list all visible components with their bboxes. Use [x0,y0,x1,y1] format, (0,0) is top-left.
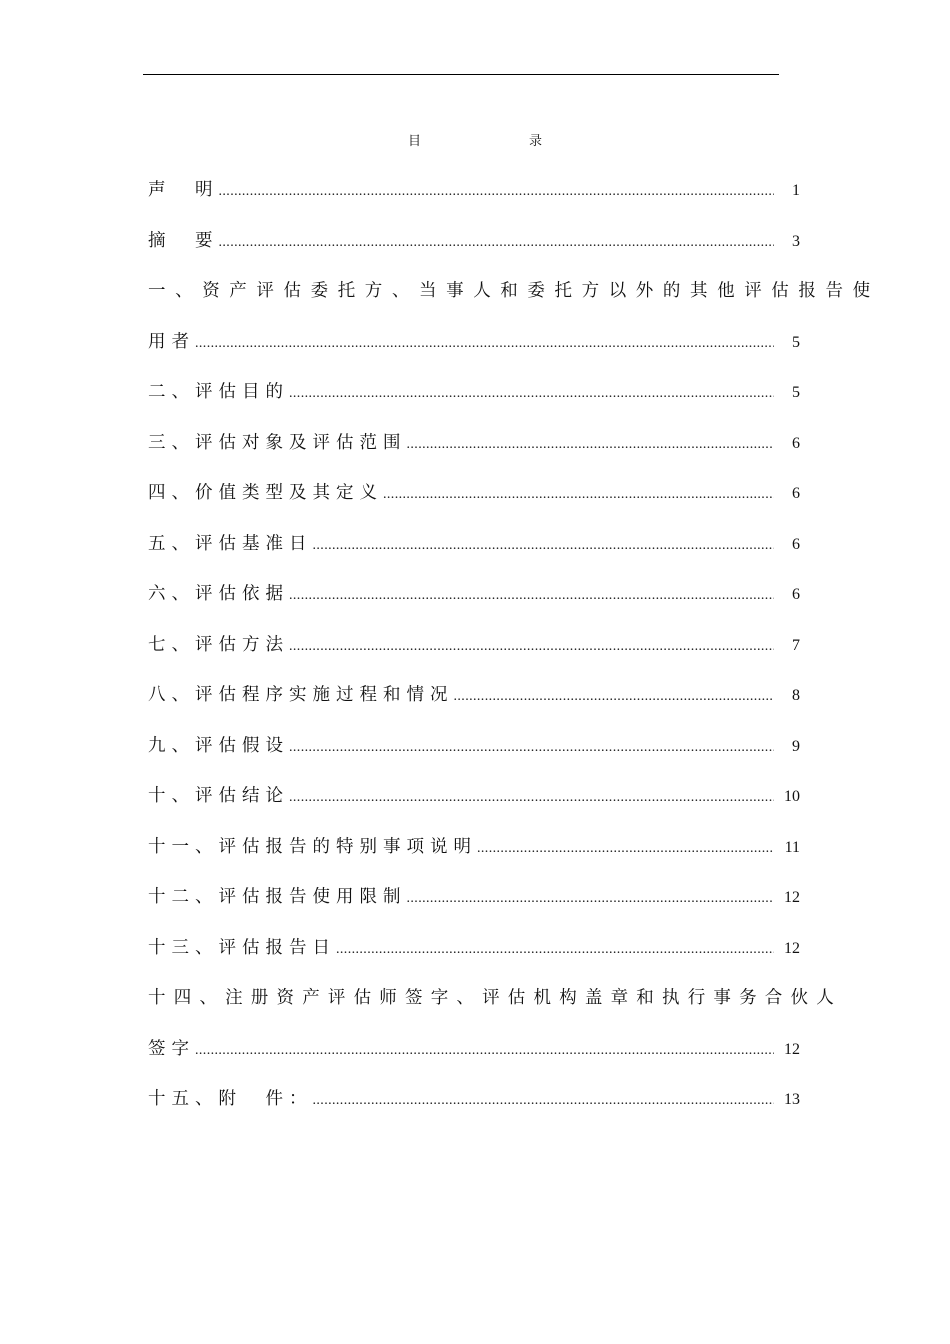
toc-entry-label: 四、价值类型及其定义 [148,483,383,503]
toc-entry-section-1-line-1[interactable] [148,277,880,328]
toc-leader-dots [383,487,774,503]
toc-entry-page: 5 [792,333,800,351]
toc-leader-dots [195,336,774,352]
toc-entry-label: 用者 [148,331,195,352]
toc-entry-section-15[interactable] [148,1085,800,1136]
toc-entry-section-13[interactable] [148,934,800,985]
toc-entry-label: 八、评估程序实施过程和情况 [148,685,454,705]
toc-entry-page: 6 [792,535,800,553]
table-of-contents [148,176,880,1136]
toc-entry-page: 3 [792,232,800,250]
toc-entry-label: 签字 [148,1038,195,1059]
toc-entry-summary[interactable] [148,227,800,278]
toc-entry-section-2[interactable] [148,378,800,429]
toc-title-left: 目 [407,134,421,149]
toc-entry-section-3[interactable] [148,429,800,480]
toc-entry-label: 五、评估基准日 [148,533,313,554]
toc-entry-page: 12 [784,1040,800,1058]
toc-entry-section-4[interactable] [148,479,800,530]
toc-title-right: 录 [529,134,543,149]
toc-entry-page: 12 [784,939,800,957]
toc-entry-page: 10 [784,788,800,805]
toc-entry-page: 1 [792,182,800,199]
toc-leader-dots [407,891,775,907]
toc-entry-section-7[interactable] [148,631,800,682]
toc-entry-label: 十二、评估报告使用限制 [148,887,407,907]
toc-entry-page: 13 [784,1091,800,1108]
toc-entry-label: 七、评估方法 [148,634,289,655]
toc-leader-dots [454,689,775,705]
toc-entry-section-14-line-1[interactable] [148,984,842,1035]
toc-entry-page: 6 [792,586,800,603]
toc-entry-section-12[interactable] [148,883,800,934]
toc-entry-page: 8 [792,687,800,704]
toc-leader-dots [477,841,774,857]
toc-entry-page: 11 [784,838,800,856]
toc-entry-label: 声 明 [148,180,219,200]
toc-entry-section-5[interactable] [148,530,800,581]
toc-entry-page: 5 [792,384,800,401]
toc-leader-dots [219,184,775,200]
toc-entry-page: 7 [792,636,800,654]
toc-leader-dots [313,1093,775,1109]
toc-entry-label: 二、评估目的 [148,382,289,402]
toc-entry-section-14-line-2[interactable] [148,1035,800,1086]
toc-entry-label: 九、评估假设 [148,735,289,756]
toc-entry-page: 12 [784,889,800,906]
toc-entry-label: 三、评估对象及评估范围 [148,432,407,453]
toc-entry-label: 十五、附 件： [148,1089,313,1109]
toc-entry-label: 六、评估依据 [148,584,289,604]
toc-entry-section-6[interactable] [148,580,800,631]
toc-entry-page: 6 [792,485,800,502]
toc-entry-label: 摘 要 [148,230,219,251]
toc-entry-label: 十三、评估报告日 [148,937,336,958]
toc-entry-section-8[interactable] [148,681,800,732]
toc-leader-dots [195,1043,774,1059]
toc-title [0,130,950,149]
toc-entry-label-wrapped: 十四、注册资产评估师签字、评估机构盖章和执行事务合伙人 [148,988,842,1008]
toc-leader-dots [407,437,775,453]
header-rule [143,74,779,75]
toc-entry-page: 6 [792,434,800,452]
toc-entry-label: 十一、评估报告的特别事项说明 [148,836,477,857]
toc-leader-dots [219,235,775,251]
toc-leader-dots [289,639,774,655]
toc-entry-section-11[interactable] [148,833,800,884]
toc-entry-label-wrapped: 一、资产评估委托方、当事人和委托方以外的其他评估报告使 [148,281,880,301]
toc-leader-dots [289,790,774,806]
toc-entry-section-10[interactable] [148,782,800,833]
toc-entry-statement[interactable] [148,176,800,227]
toc-leader-dots [289,588,774,604]
toc-entry-section-1-line-2[interactable] [148,328,800,379]
toc-entry-page: 9 [792,737,800,755]
toc-leader-dots [336,942,774,958]
toc-entry-label: 十、评估结论 [148,786,289,806]
toc-leader-dots [313,538,775,554]
toc-entry-section-9[interactable] [148,732,800,783]
toc-leader-dots [289,740,774,756]
toc-leader-dots [289,386,774,402]
